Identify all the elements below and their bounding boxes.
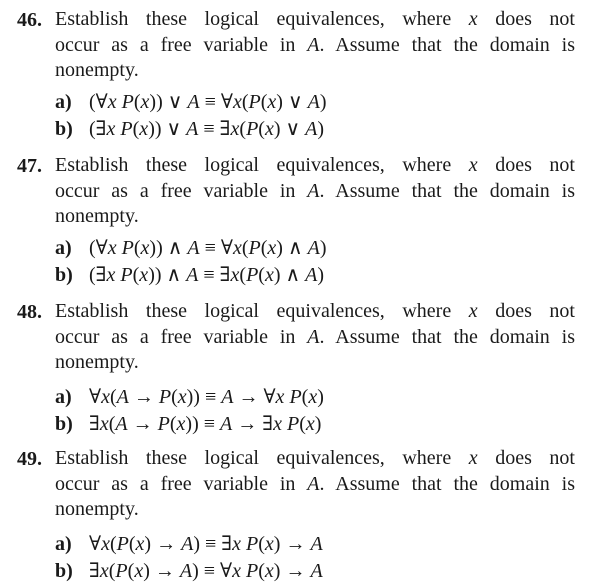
- variable-a: A: [307, 33, 320, 56]
- formula: ∀x(A → P(x)) ≡ A → ∀x P(x): [89, 386, 324, 408]
- problem-description: [55, 7, 575, 84]
- part-label: b): [55, 118, 73, 140]
- description-line: Establish these logical equivalences, where x does not: [55, 8, 575, 30]
- part-label: b): [55, 264, 73, 286]
- part-label: a): [55, 237, 72, 259]
- problem-description: [55, 446, 575, 523]
- description-line: nonempty.: [55, 351, 139, 373]
- problem-number: 48.: [17, 301, 42, 323]
- variable-a: A: [307, 179, 320, 202]
- part-label: a): [55, 533, 72, 555]
- problem-number: 47.: [17, 155, 42, 177]
- formula: ∀x(P(x) → A) ≡ ∃x P(x) → A: [89, 533, 323, 555]
- variable-a: A: [307, 325, 320, 348]
- description-line: occur as a free variable in A. Assume that the domain is: [55, 325, 575, 348]
- part-label: a): [55, 386, 72, 408]
- formula: (∃x P(x)) ∨ A ≡ ∃x(P(x) ∨ A): [89, 118, 325, 140]
- formula: (∃x P(x)) ∧ A ≡ ∃x(P(x) ∧ A): [89, 264, 325, 286]
- variable-x: x: [468, 447, 478, 469]
- variable-x: x: [468, 300, 478, 322]
- problem-description: [55, 153, 575, 230]
- part-label: b): [55, 560, 73, 582]
- part-b: [55, 262, 324, 288]
- description-line: Establish these logical equivalences, where x does not: [55, 447, 575, 469]
- formula: ∃x(A → P(x)) ≡ A → ∃x P(x): [89, 413, 322, 435]
- variable-x: x: [468, 154, 478, 176]
- formula: (∀x P(x)) ∧ A ≡ ∀x(P(x) ∧ A): [89, 237, 327, 259]
- part-label: b): [55, 413, 73, 435]
- part-b: [55, 558, 323, 584]
- part-a: [55, 235, 327, 261]
- part-b: [55, 116, 324, 142]
- problem-number: 46.: [17, 9, 42, 31]
- description-line: nonempty.: [55, 205, 139, 227]
- problem-description: [55, 299, 575, 376]
- description-line: occur as a free variable in A. Assume that the domain is: [55, 472, 575, 495]
- variable-x: x: [468, 8, 478, 30]
- part-label: a): [55, 91, 72, 113]
- description-line: Establish these logical equivalences, where x does not: [55, 300, 575, 322]
- part-a: [55, 384, 324, 410]
- problem-number: 49.: [17, 448, 42, 470]
- description-line: nonempty.: [55, 59, 139, 81]
- description-line: nonempty.: [55, 498, 139, 520]
- formula: (∀x P(x)) ∨ A ≡ ∀x(P(x) ∨ A): [89, 91, 327, 113]
- description-line: occur as a free variable in A. Assume that the domain is: [55, 33, 575, 56]
- description-line: Establish these logical equivalences, where x does not: [55, 154, 575, 176]
- part-a: [55, 89, 327, 115]
- description-line: occur as a free variable in A. Assume that the domain is: [55, 179, 575, 202]
- formula: ∃x(P(x) → A) ≡ ∀x P(x) → A: [89, 560, 323, 582]
- variable-a: A: [307, 472, 320, 495]
- part-a: [55, 531, 323, 557]
- part-b: [55, 411, 321, 437]
